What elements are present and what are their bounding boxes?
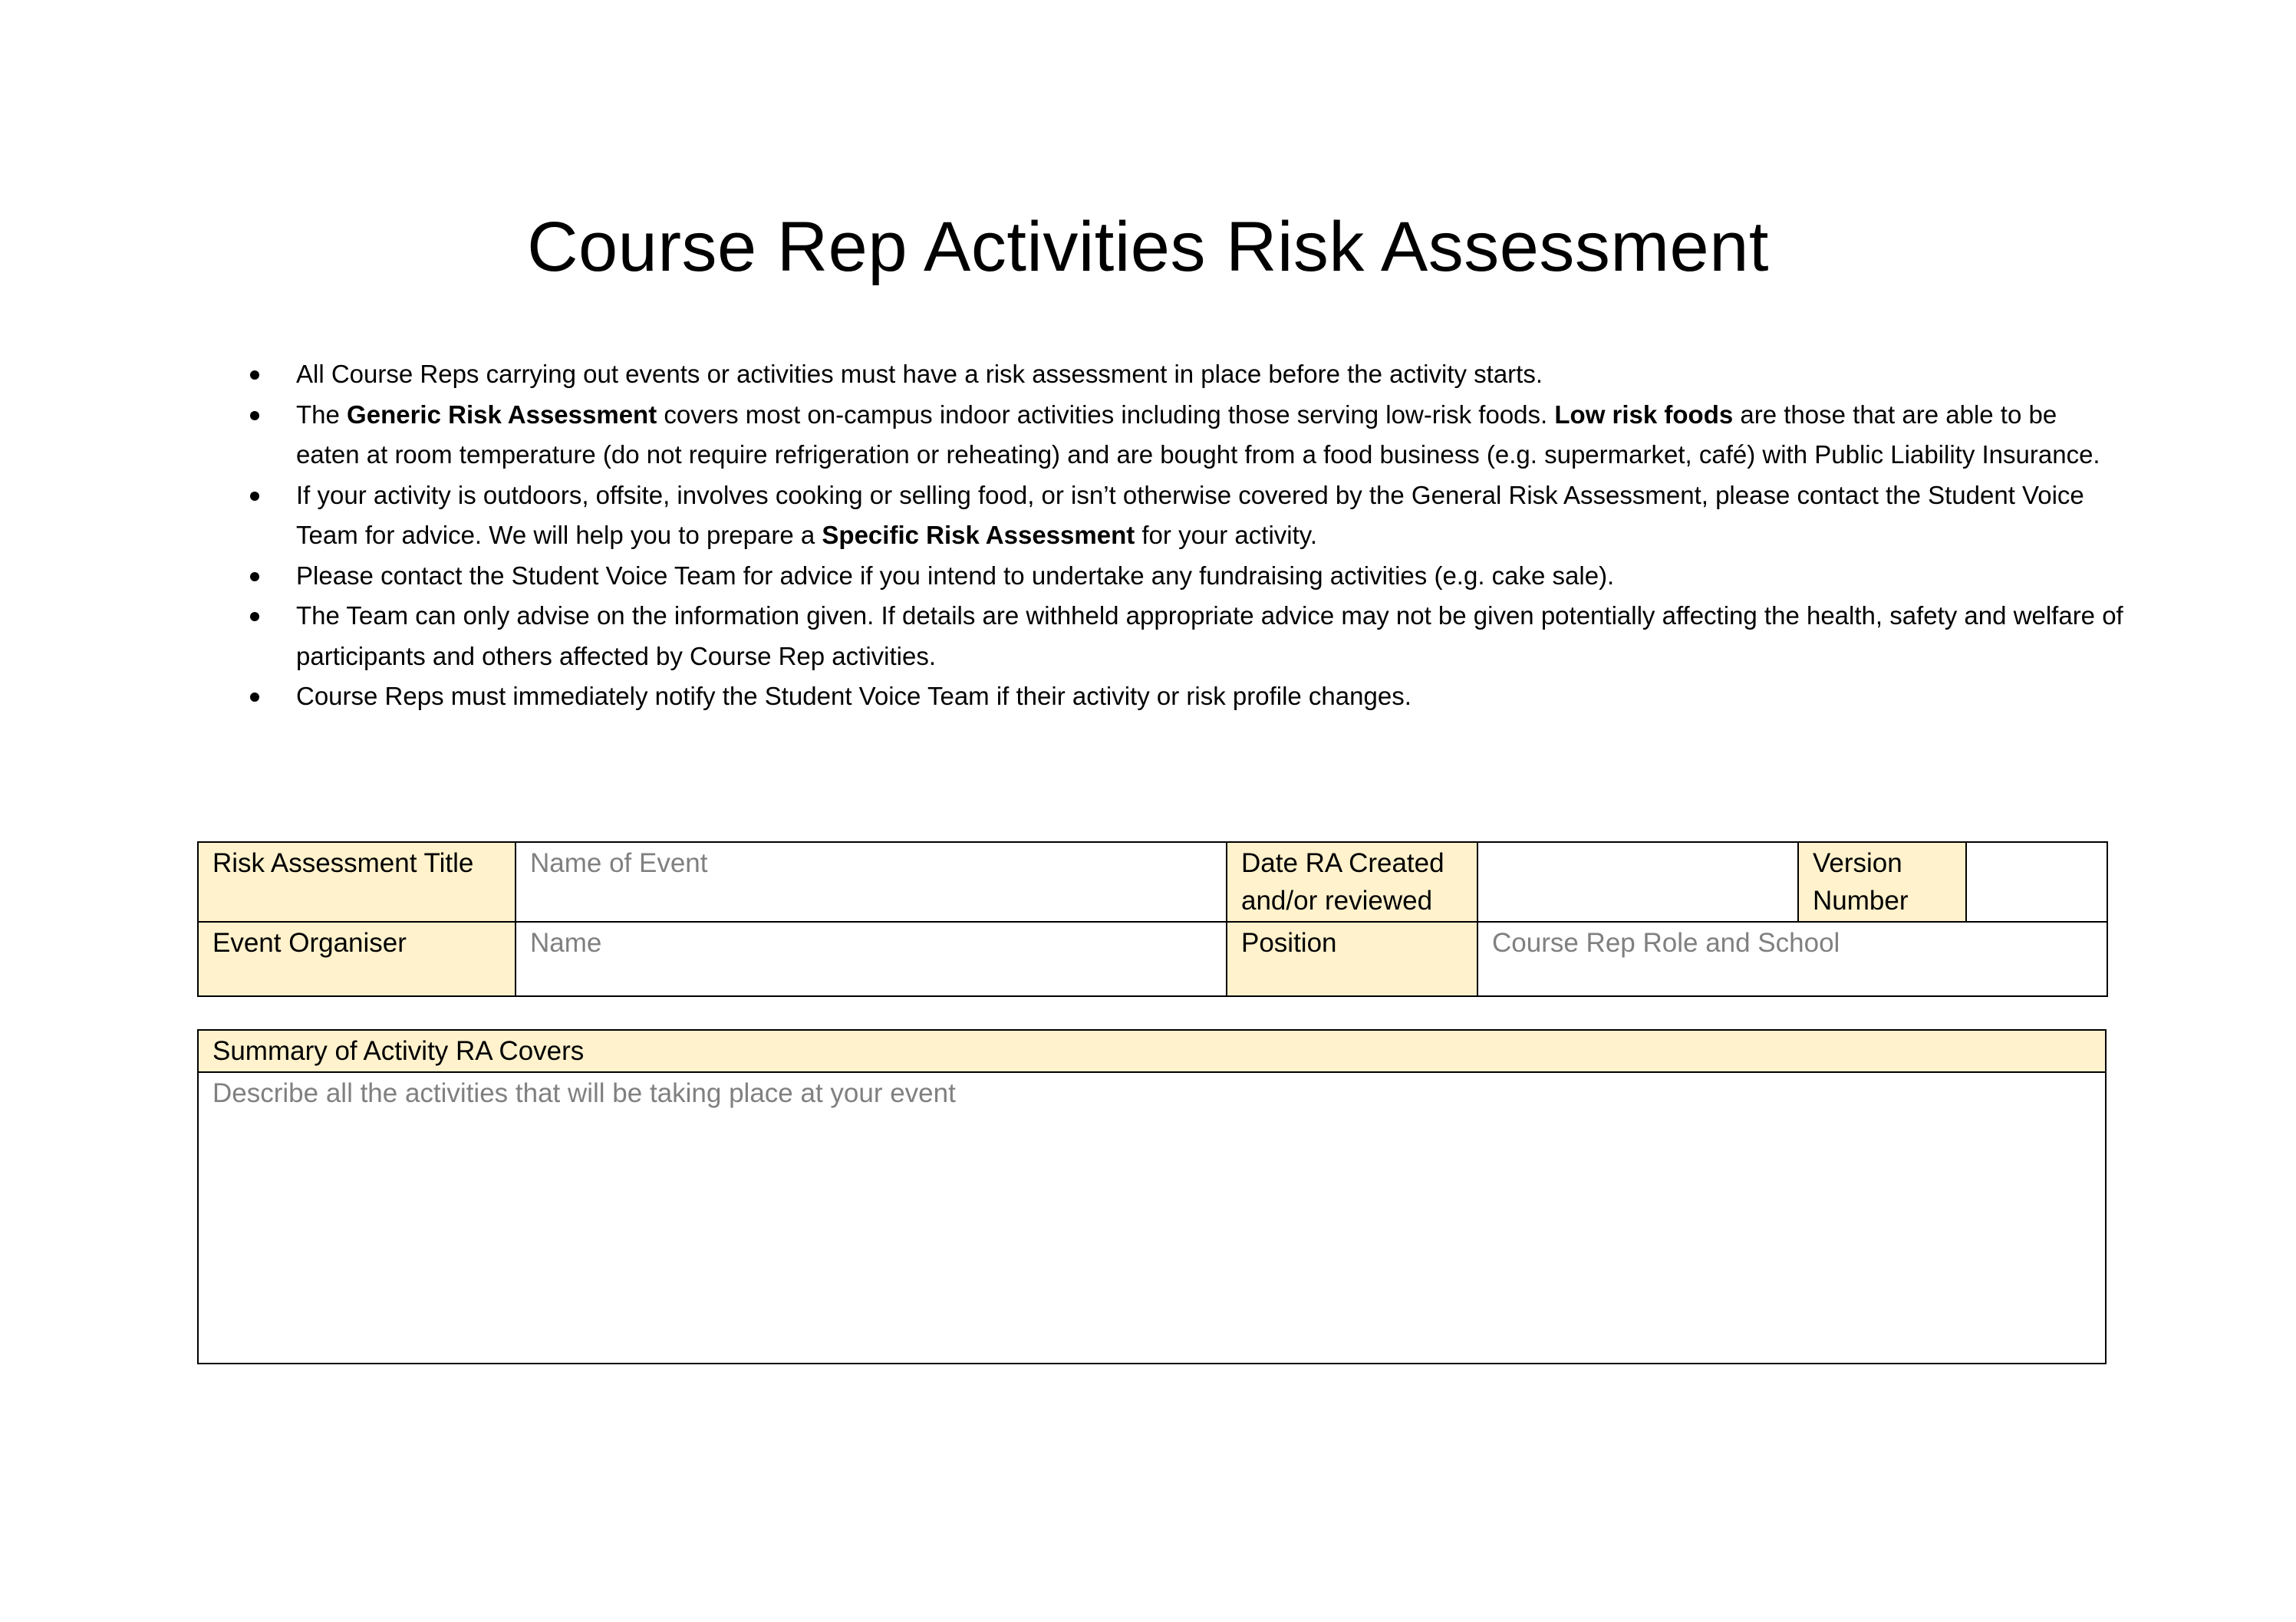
- bullet-text: The Team can only advise on the information given. If details are withheld appropriate advice may not be given potentially affecting the health, safety and welfare of participants and others affected by Course Rep activities.: [296, 601, 2123, 670]
- event-organiser-field[interactable]: Name: [516, 922, 1227, 996]
- risk-assessment-title-field[interactable]: Name of Event: [516, 842, 1227, 922]
- bullet-item: [244, 475, 2123, 556]
- table-row: [198, 1030, 2106, 1072]
- bullet-text: Please contact the Student Voice Team for advice if you intend to undertake any fundraising activities (e.g. cake sale).: [296, 561, 1615, 590]
- position-label: Position: [1227, 922, 1477, 996]
- guidance-bullet-list: [244, 354, 2123, 717]
- event-organiser-label: Event Organiser: [198, 922, 516, 996]
- risk-assessment-title-label: Risk Assessment Title: [198, 842, 516, 922]
- bullet-text: All Course Reps carrying out events or activities must have a risk assessment in place before the activity starts.: [296, 360, 1543, 388]
- bullet-bold-text: Low risk foods: [1554, 400, 1734, 429]
- page-title: Course Rep Activities Risk Assessment: [527, 208, 1769, 286]
- date-ra-created-label: Date RA Created and/or reviewed: [1227, 842, 1477, 922]
- bullet-text: If your activity is outdoors, offsite, involves cooking or selling food, or isn’t otherwise covered by the General Risk Assessment, please contact the Student Voice Team for advice. We will help you to prepare a: [296, 480, 2084, 549]
- activity-summary-field[interactable]: Describe all the activities that will be taking place at your event: [198, 1072, 2106, 1364]
- bullet-text: The: [296, 400, 348, 429]
- bullet-bold-text: Specific Risk Assessment: [822, 521, 1135, 549]
- version-number-label: Version Number: [1798, 842, 1966, 922]
- table-row: [198, 922, 2107, 996]
- date-ra-created-field[interactable]: [1477, 842, 1798, 922]
- activity-summary-table: [197, 1029, 2107, 1364]
- bullet-bold-text: Generic Risk Assessment: [347, 400, 657, 429]
- bullet-item: [244, 676, 2123, 717]
- bullet-text: Course Reps must immediately notify the Student Voice Team if their activity or risk profile changes.: [296, 682, 1412, 710]
- risk-assessment-details-table: [197, 841, 2108, 997]
- bullet-text: covers most on-campus indoor activities including those serving low-risk foods.: [657, 400, 1555, 429]
- bullet-item: [244, 354, 2123, 395]
- table-row: [198, 842, 2107, 922]
- bullet-item: [244, 596, 2123, 676]
- bullet-item: [244, 556, 2123, 597]
- table-row: [198, 1072, 2106, 1364]
- summary-header: Summary of Activity RA Covers: [198, 1030, 2106, 1072]
- bullet-text: for your activity.: [1135, 521, 1318, 549]
- position-field[interactable]: Course Rep Role and School: [1477, 922, 2107, 996]
- bullet-item: [244, 395, 2123, 475]
- bullet-text: are those that are able to be eaten at room temperature (do not require refrigeration or reheating) and are bought from a food business (e.g. supermarket, café) with Public Liability Insurance.: [296, 400, 2100, 469]
- version-number-field[interactable]: [1966, 842, 2107, 922]
